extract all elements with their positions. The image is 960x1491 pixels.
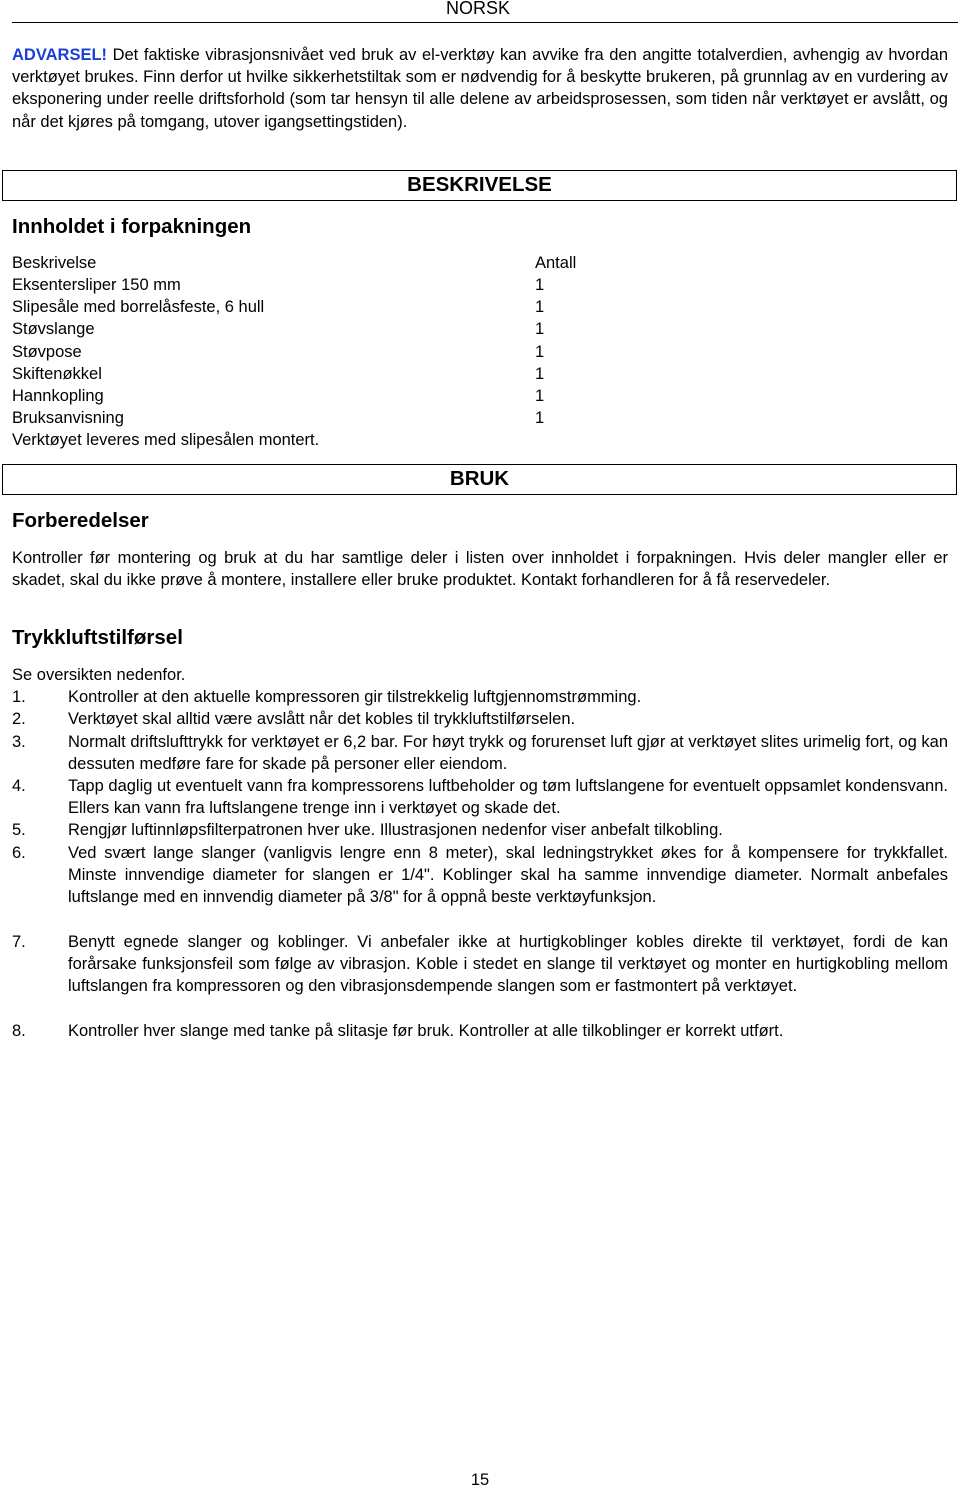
item-quantity: 1 [535, 365, 545, 383]
list-item-text: Normalt driftslufttrykk for verktøyet er 6,2 bar. For høyt trykk og forurenset luft gjør at verktøyet slites urimelig fort, og kan dessuten medføre fare for skade på personer eller eiendom. [68, 733, 948, 774]
item-quantity: 1 [535, 343, 545, 361]
item-name: Skiftenøkkel [12, 365, 102, 383]
list-item-text: Kontroller hver slange med tanke på slitasje før bruk. Kontroller at alle tilkoblinger er korrekt utført. [68, 1022, 784, 1040]
table-row [12, 407, 632, 429]
item-name: Støvslange [12, 320, 95, 338]
delivery-note: Verktøyet leveres med slipesålen montert. [12, 431, 320, 449]
list-item-number: 3. [12, 733, 26, 751]
usage-section-title: BRUK [449, 467, 510, 490]
air-supply-intro: Se oversikten nedenfor. [12, 666, 186, 684]
column-header-quantity: Antall [535, 254, 577, 272]
item-name: Bruksanvisning [12, 409, 124, 427]
item-name: Hannkopling [12, 387, 104, 405]
list-item [12, 842, 948, 909]
list-item [12, 731, 948, 775]
preparations-heading: Forberedelser [12, 509, 149, 532]
list-item-text: Kontroller at den aktuelle kompressoren gir tilstrekkelig luftgjennomstrømming. [68, 688, 642, 706]
list-item-text: Verktøyet skal alltid være avslått når det kobles til trykkluftstilførselen. [68, 710, 576, 728]
package-contents-heading: Innholdet i forpakningen [12, 215, 252, 238]
item-name: Støvpose [12, 343, 82, 361]
description-section-box [2, 170, 957, 201]
item-name: Eksentersliper 150 mm [12, 276, 181, 294]
item-quantity: 1 [535, 320, 545, 338]
page-number: 15 [470, 1471, 490, 1489]
list-item-text: Ved svært lange slanger (vanligvis lengre enn 8 meter), skal ledningstrykket økes for å kompensere for trykkfallet. Minste innvendige diameter for slangen er 1/4". Koblinger skal ha samme innvendige diameter. Normalt anbefales luftslange med en innvendig diameter på 3/8" for å oppnå beste verktøyfunksjon. [68, 844, 948, 907]
warning-text: Det faktiske vibrasjonsnivået ved bruk av el-verktøy kan avvike fra den angitte totalverdien, avhengig av hvordan verktøyet brukes. Finn derfor ut hvilke sikkerhetstiltak som er nødvendig for å beskytte brukeren, på grunnlag av en vurdering av eksponering under reelle driftsforhold (som tar hensyn til alle delene av arbeidsprosessen, som tiden når verktøyet er avslått, og når det kjøres på tomgang, utover igangsettingstiden). [12, 46, 948, 131]
list-item [12, 686, 948, 708]
warning-paragraph [12, 44, 948, 133]
list-item-text: Tapp daglig ut eventuelt vann fra kompressorens luftbeholder og tøm luftslangene for eventuelt oppsamlet kondensvann. Ellers kan vann fra luftslangene trenge inn i verktøyet og skade det. [68, 777, 948, 818]
list-item [12, 819, 948, 841]
table-row [12, 363, 632, 385]
list-item-number: 1. [12, 688, 26, 706]
list-item [12, 931, 948, 998]
table-row [12, 385, 632, 407]
list-item-number: 7. [12, 933, 26, 951]
list-item [12, 775, 948, 819]
language-label: NORSK [446, 0, 511, 18]
list-item-text: Rengjør luftinnløpsfilterpatronen hver uke. Illustrasjonen nedenfor viser anbefalt tilkobling. [68, 821, 723, 839]
item-name: Slipesåle med borrelåsfeste, 6 hull [12, 298, 265, 316]
list-item-text: Benytt egnede slanger og koblinger. Vi anbefaler ikke at hurtigkoblinger kobles direkte til verktøyet, fordi de kan forårsake funksjonsfeil som følge av vibrasjon. Koble i stedet en slange til verktøyet og monter en hurtigkobling mellom luftslangen fra kompressoren og den vibrasjonsdempende slangen som er fastmontert på verktøyet. [68, 933, 948, 996]
list-item-number: 2. [12, 710, 26, 728]
air-supply-heading: Trykkluftstilførsel [12, 626, 183, 649]
table-row [12, 318, 632, 340]
list-item-number: 6. [12, 844, 26, 862]
description-section-title: BESKRIVELSE [407, 173, 552, 196]
list-item-number: 4. [12, 777, 26, 795]
column-header-description: Beskrivelse [12, 254, 97, 272]
item-quantity: 1 [535, 276, 545, 294]
item-quantity: 1 [535, 409, 545, 427]
table-row [12, 296, 632, 318]
table-row [12, 341, 632, 363]
item-quantity: 1 [535, 298, 545, 316]
table-row [12, 274, 632, 296]
list-item-number: 8. [12, 1022, 26, 1040]
warning-label: ADVARSEL! [12, 46, 108, 64]
list-item [12, 1020, 948, 1042]
item-quantity: 1 [535, 387, 545, 405]
list-item [12, 708, 948, 730]
preparations-paragraph: Kontroller før montering og bruk at du har samtlige deler i listen over innholdet i forpakningen. Hvis deler mangler eller er skadet, skal du ikke prøve å montere, installere eller bruke produktet. Kontakt forhandleren for å få reservedeler. [12, 549, 948, 590]
list-item-number: 5. [12, 821, 26, 839]
header-rule [12, 22, 958, 23]
contents-table-header [12, 252, 632, 274]
usage-section-box [2, 464, 957, 495]
